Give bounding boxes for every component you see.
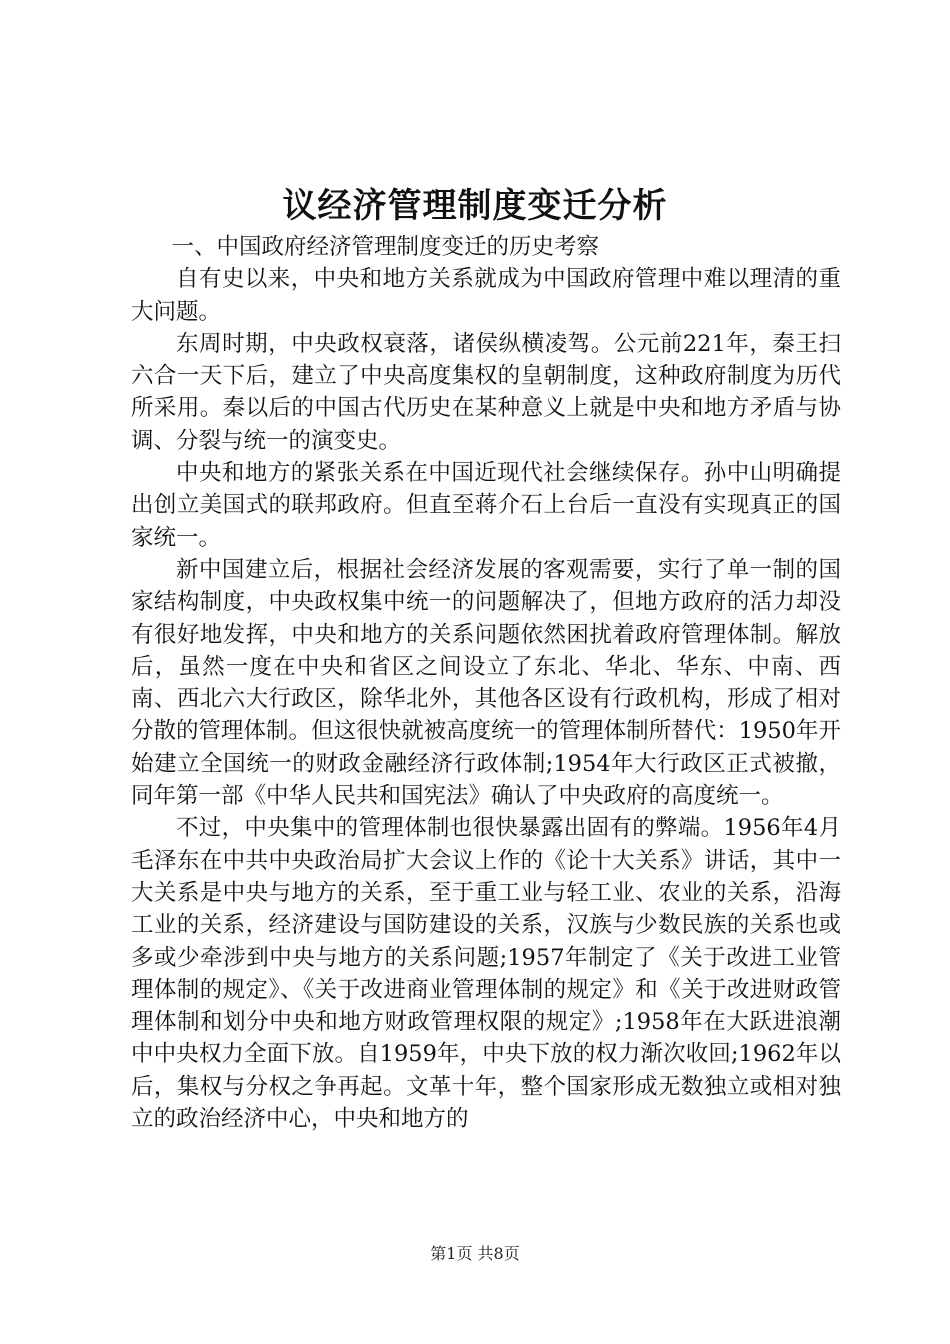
paragraph: 东周时期，中央政权衰落，诸侯纵横凌驾。公元前221年，秦王扫六合一天下后，建立了中央高度集权的皇朝制度，这种政府制度为历代所采用。秦以后的中国古代历史在某种意义上就是中央和地方矛盾与协调、分裂与统一的演变史。 xyxy=(131,330,841,454)
section-heading: 一、中国政府经济管理制度变迁的历史考察 xyxy=(171,234,600,260)
paragraph: 中央和地方的紧张关系在中国近现代社会继续保存。孙中山明确提出创立美国式的联邦政府。但直至蒋介石上台后一直没有实现真正的国家统一。 xyxy=(131,460,841,551)
page-footer: 第1页 共8页 xyxy=(430,1244,520,1263)
paragraph: 自有史以来，中央和地方关系就成为中国政府管理中难以理清的重大问题。 xyxy=(131,266,841,325)
paragraph: 新中国建立后，根据社会经济发展的客观需要，实行了单一制的国家结构制度，中央政权集中统一的问题解决了，但地方政府的活力却没有很好地发挥，中央和地方的关系问题依然困扰着政府管理体制。解放后，虽然一度在中央和省区之间设立了东北、华北、华东、中南、西南、西北六大行政区，除华北外，其他各区设有行政机构，形成了相对分散的管理体制。但这很快就被高度统一的管理体制所替代：1950年开始建立全国统一的财政金融经济行政体制;1954年大行政区正式被撤，同年第一部《中华人民共和国宪法》确认了中央政府的高度统一。 xyxy=(131,556,841,810)
document-title: 议经济管理制度变迁分析 xyxy=(282,186,668,226)
document-body xyxy=(131,231,841,1135)
paragraph: 不过，中央集中的管理体制也很快暴露出固有的弊端。1956年4月毛泽东在中共中央政治局扩大会议上作的《论十大关系》讲话，其中一大关系是中央与地方的关系，至于重工业与轻工业、农业的关系，沿海工业的关系，经济建设与国防建设的关系，汉族与少数民族的关系也或多或少牵涉到中央与地方的关系问题;1957年制定了《关于改进工业管理体制的规定》、《关于改进商业管理体制的规定》和《关于改进财政管理体制和划分中央和地方财政管理权限的规定》;1958年在大跃进浪潮中中央权力全面下放。自1959年，中央下放的权力渐次收回;1962年以后，集权与分权之争再起。文革十年，整个国家形成无数独立或相对独立的政治经济中心，中央和地方的 xyxy=(131,815,841,1133)
